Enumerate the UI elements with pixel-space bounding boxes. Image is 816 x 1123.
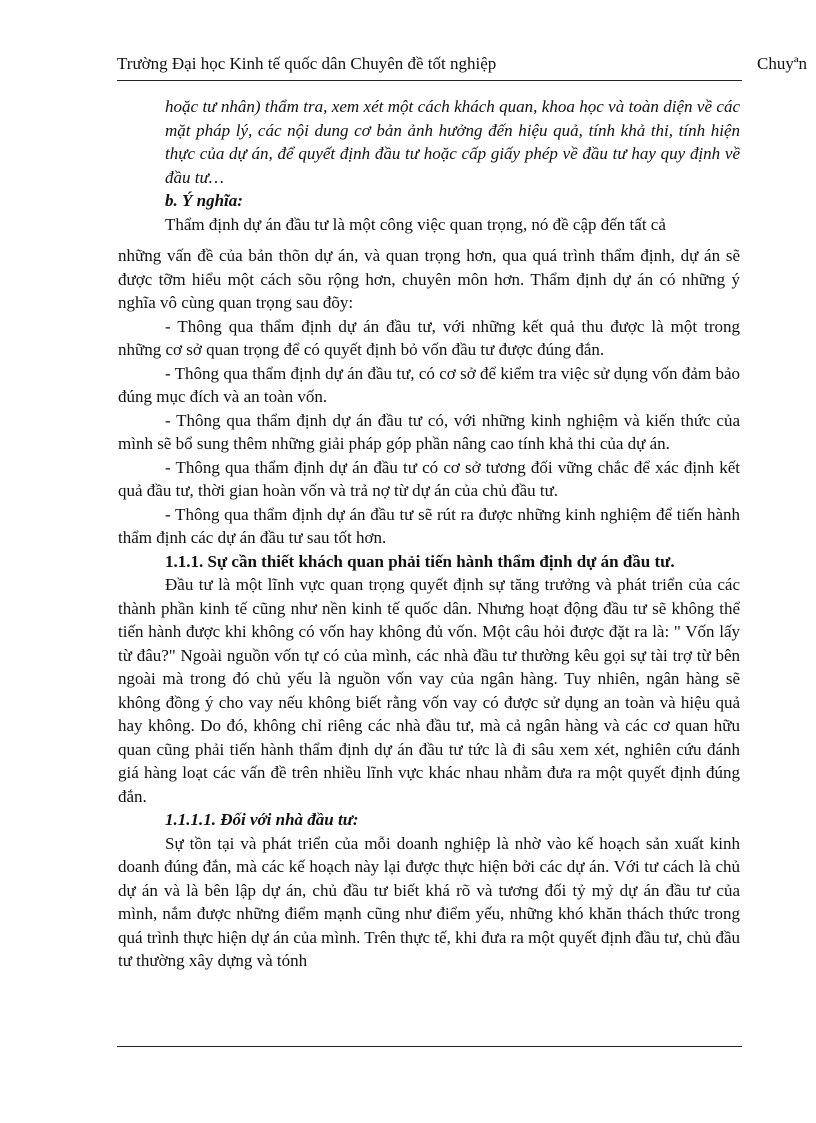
intro-paragraph: hoặc tư nhân) thẩm tra, xem xét một cách khách quan, khoa học và toàn diện về các mặt pháp lý, các nội dung cơ bản ảnh hưởng đến hiệu quả, tính khả thi, tính hiện thực của dự án, để quyết định đầu tư hoặc cấp giấy phép về đầu tư hay quy định về đầu tư… xyxy=(165,97,740,187)
section-heading-b: b. Ý nghĩa: xyxy=(165,191,243,210)
paragraph-significance: Thẩm định dự án đầu tư là một công việc quan trọng, nó đề cập đến tất cả xyxy=(165,214,666,234)
bullet-item-2: - Thông qua thẩm định dự án đầu tư, có cơ sở để kiểm tra việc sử dụng vốn đảm bảo đúng mục đích và an toàn vốn. xyxy=(118,363,740,406)
bullet-item-4: - Thông qua thẩm định dự án đầu tư có cơ sở tương đối vững chắc để xác định kết quả đầu tư, thời gian hoàn vốn và trả nợ từ dự án của chủ đầu tư. xyxy=(118,457,740,500)
paragraph-investor: Sự tồn tại và phát triển của mỗi doanh nghiệp là nhờ vào kế hoạch sản xuất kinh doanh đúng đắn, mà các kế hoạch này lại được thực hiện bởi các dự án. Với tư cách là chủ dự án và là bên lập dự án, chủ đầu tư biết khá rõ và tương đối tỷ mỷ dự án đầu tư của mình, nắm được những điểm mạnh cũng như điểm yếu, những khó khăn thách thức trong quá trình thực hiện dự án của mình. Trên thực tế, khi đưa ra một quyết định đầu tư, chủ đầu tư thường xây dựng và tónh xyxy=(118,833,740,970)
bullet-item-1: - Thông qua thẩm định dự án đầu tư, với những kết quả thu được là một trong những cơ sở quan trọng để có quyết định bỏ vốn đầu tư được đúng đắn. xyxy=(118,316,740,359)
document-body xyxy=(118,95,740,973)
page-header xyxy=(117,54,808,80)
header-rule xyxy=(117,80,742,81)
footer-rule xyxy=(117,1046,742,1047)
bullet-item-5: - Thông qua thẩm định dự án đầu tư sẽ rút ra được những kinh nghiệm để tiến hành thẩm định các dự án đầu tư sau tốt hơn. xyxy=(118,504,740,547)
header-title: Trường Đại học Kinh tế quốc dân Chuyên đề tốt nghiệp xyxy=(117,54,497,73)
bullet-item-3: - Thông qua thẩm định dự án đầu tư có, với những kinh nghiệm và kiến thức của mình sẽ bổ sung thêm những giải pháp góp phần nâng cao tính khả thi của dự án. xyxy=(118,410,740,453)
paragraph-necessity: Đầu tư là một lĩnh vực quan trọng quyết định sự tăng trưởng và phát triển của các thành phần kinh tế cũng như nền kinh tế quốc dân. Nhưng hoạt động đầu tư sẽ không thể tiến hành được khi không có vốn hay không đủ vốn. Một câu hỏi được đặt ra là: " Vốn lấy từ đâu?" Ngoài nguồn vốn tự có của mình, các nhà đầu tư thường kêu gọi sự tài trợ từ bên ngoài mà trong đó chủ yếu là nguồn vốn vay của ngân hàng. Tuy nhiên, ngân hàng sẽ không đồng ý cho vay nếu không biết rằng vốn vay có được sử dụng an toàn và hiệu quả hay không. Do đó, không chỉ riêng các nhà đầu tư, mà cả ngân hàng và các cơ quan hữu quan cũng phải tiến hành thẩm định dự án đầu tư tức là đi sâu xem xét, nghiên cứu đánh giá hàng loạt các vấn đề trên nhiều lĩnh vực khác nhau nhằm đưa ra một quyết định đúng đắn. xyxy=(118,575,740,806)
header-right-text: Chuyªn xyxy=(757,54,808,73)
paragraph-significance-cont: những vấn đề của bản thõn dự án, và quan trọng hơn, qua quá trình thẩm định, dự án sẽ được tỡm hiểu một cách sõu rộng hơn, chuyên môn hơn. Thẩm định dự án có những ý nghĩa vô cùng quan trọng sau đõy: xyxy=(118,246,740,312)
section-heading-1-1-1: 1.1.1. Sự cần thiết khách quan phải tiến hành thẩm định dự án đầu tư. xyxy=(165,551,675,571)
section-heading-1-1-1-1: 1.1.1.1. Đối với nhà đầu tư: xyxy=(165,810,359,829)
